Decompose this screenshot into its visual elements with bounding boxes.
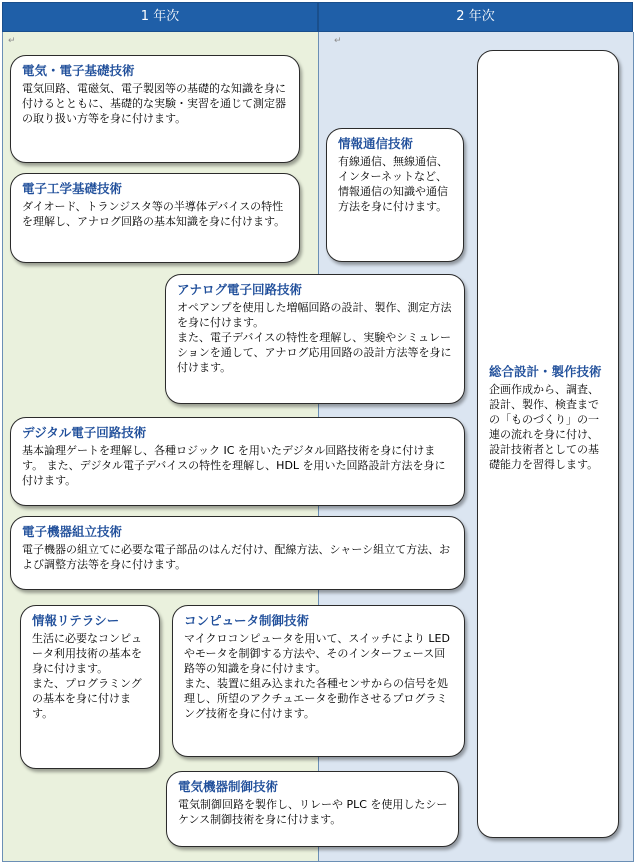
course-box-sogo [477,50,619,838]
paragraph-mark-icon: ↵ [8,36,16,46]
course-description: 生活に必要なコンピュータ利用技術の基本を身に付けます。 [32,632,142,675]
course-description: また、電子デバイスの特性を理解し、実験やシミュレーションを通して、アナログ応用回路の設計方法等を身に付けます。 [177,331,452,374]
course-title: 情報通信技術 [338,136,414,151]
course-box-literacy [20,605,160,769]
course-title: 電気・電子基礎技術 [22,63,135,78]
course-box-digital [10,417,465,506]
course-box-denki-kiso [10,55,300,163]
course-title: 電子機器組立技術 [22,524,123,539]
course-description: オペアンプを使用した増幅回路の設計、製作、測定方法を身に付けます。 [177,301,452,329]
course-description: また、プログラミングの基本を身に付けます。 [32,677,142,720]
course-description: 有線通信、無線通信、インターネットなど、情報通信の知識や通信方法を身に付けます。 [338,155,448,213]
paragraph-mark-icon: ↵ [334,36,342,46]
course-title: 電子工学基礎技術 [22,181,123,196]
course-title: コンピュータ制御技術 [184,613,310,628]
course-description: 電気回路、電磁気、電子製図等の基礎的な知識を身に付けるとともに、基礎的な実験・実習を通じて測定器の取り扱い方等を身に付けます。 [22,82,286,125]
course-box-denshi-kogaku [10,173,300,263]
course-box-analog [165,274,465,404]
course-box-joho-tsushin [326,128,464,262]
year2-header: 2 年次 [318,2,633,32]
course-title: 電気機器制御技術 [178,779,279,794]
course-description: マイクロコンピュータを用いて、スイッチにより LED やモータを制御する方法や、そのインターフェース回路等の知識を身に付けます。 [184,632,450,675]
course-title: 総合設計・製作技術 [489,364,602,379]
course-description: 電気制御回路を製作し、リレーや PLC を使用したシーケンス制御技術を身に付けます。 [178,798,448,826]
course-description: ダイオード、トランジスタ等の半導体デバイスの特性を理解し、アナログ回路の基本知識を身に付けます。 [22,200,286,228]
course-box-seigyo [166,771,459,847]
course-title: デジタル電子回路技術 [22,425,147,440]
course-description: 企画作成から、調査、設計、製作、検査までの「ものづくり」の一連の流れを身に付け、設計技術者としての基礎能力を習得します。 [489,383,599,471]
course-title: 情報リテラシー [32,613,120,628]
course-box-computer [172,605,465,757]
course-title: アナログ電子回路技術 [177,282,303,297]
course-description: 基本論理ゲートを理解し、各種ロジック IC を用いたデジタル回路技術を身に付けます。 また、デジタル電子デバイスの特性を理解し、HDL を用いた回路設計方法を身に付けます。 [22,444,446,487]
year1-header: 1 年次 [2,2,318,32]
course-box-kumitate [10,516,465,590]
course-description: また、装置に組み込まれた各種センサからの信号を処理し、所望のアクチュエータを動作させるプログラミング技術を身に付けます。 [184,677,448,720]
course-description: 電子機器の組立てに必要な電子部品のはんだ付け、配線方法、シャーシ組立て方法、および調整方法等を身に付けます。 [22,543,451,571]
